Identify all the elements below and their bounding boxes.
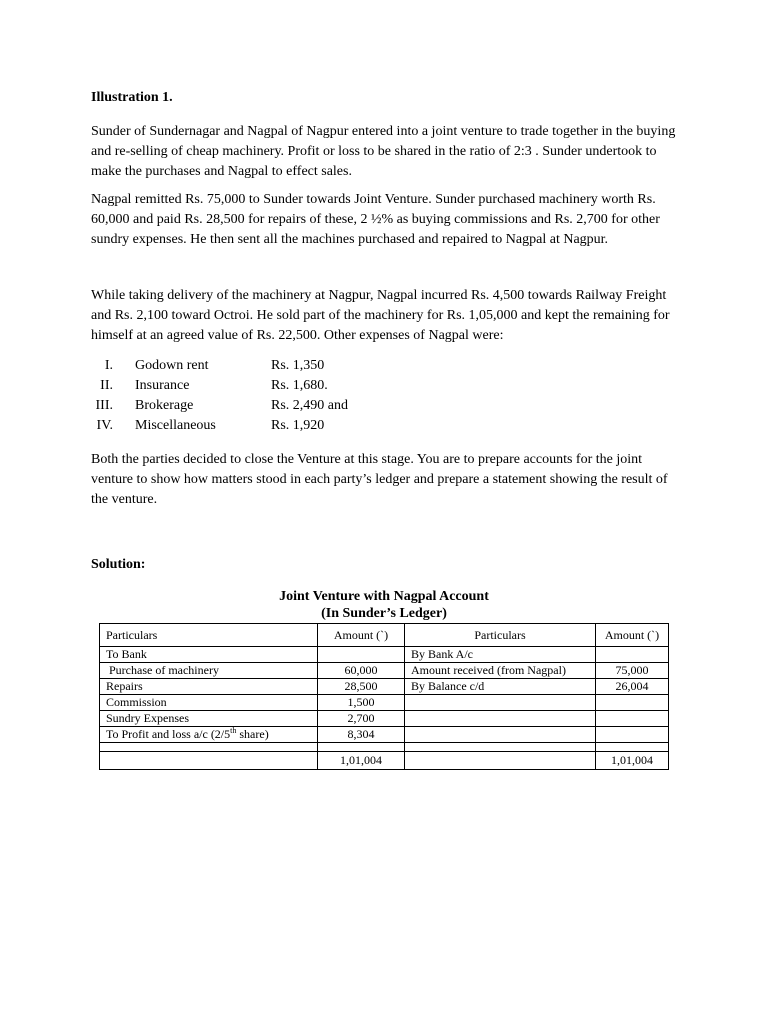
expense-list bbox=[91, 356, 491, 436]
expense-name: Godown rent bbox=[135, 358, 209, 373]
total-right: 1,01,004 bbox=[596, 752, 669, 770]
left-amount bbox=[318, 647, 405, 663]
spacer-cell bbox=[318, 743, 405, 752]
total-row bbox=[100, 752, 669, 770]
spacer-cell bbox=[596, 743, 669, 752]
account-title: Joint Venture with Nagpal Account bbox=[279, 589, 489, 604]
account-subtitle: (In Sunder’s Ledger) bbox=[321, 606, 447, 621]
header-particulars-right: Particulars bbox=[405, 624, 596, 647]
right-particular: By Bank A/c bbox=[405, 647, 596, 663]
right-particular bbox=[405, 695, 596, 711]
expense-number: III. bbox=[95, 398, 113, 413]
left-particular: Sundry Expenses bbox=[100, 711, 318, 727]
table-row bbox=[100, 695, 669, 711]
right-amount bbox=[596, 647, 669, 663]
total-label-left bbox=[100, 752, 318, 770]
total-label-right bbox=[405, 752, 596, 770]
pl-prefix: To Profit and loss a/c (2/5 bbox=[106, 727, 231, 741]
left-particular: Purchase of machinery bbox=[100, 663, 318, 679]
right-amount bbox=[596, 695, 669, 711]
left-amount: 1,500 bbox=[318, 695, 405, 711]
right-particular: By Balance c/d bbox=[405, 679, 596, 695]
right-amount: 26,004 bbox=[596, 679, 669, 695]
paragraph-remittance: Nagpal remitted Rs. 75,000 to Sunder towards Joint Venture. Sunder purchased machinery worth Rs. 60,000 and paid Rs. 28,500 for repairs of these, 2 ½% as buying commissions and Rs. 2,700 for other sundry expenses. He then sent all the machines purchased and repaired to Nagpal at Nagpur. bbox=[91, 192, 660, 247]
spacer-row bbox=[100, 743, 669, 752]
illustration-title: Illustration 1. bbox=[91, 90, 173, 105]
expense-row bbox=[91, 376, 491, 396]
expense-number: II. bbox=[100, 378, 113, 393]
expense-amount: Rs. 1,920 bbox=[271, 418, 325, 433]
expense-row bbox=[91, 396, 491, 416]
pl-superscript: th bbox=[230, 726, 237, 735]
paragraph-delivery: While taking delivery of the machinery at Nagpur, Nagpal incurred Rs. 4,500 towards Railway Freight and Rs. 2,100 toward Octroi. He sold part of the machinery for Rs. 1,05,000 and kept the remaining for himself at an agreed value of Rs. 22,500. Other expenses of Nagpal were: bbox=[91, 288, 670, 343]
spacer-cell bbox=[405, 743, 596, 752]
right-particular: Amount received (from Nagpal) bbox=[405, 663, 596, 679]
expense-name: Miscellaneous bbox=[135, 418, 216, 433]
expense-row bbox=[91, 356, 491, 376]
left-particular: Commission bbox=[100, 695, 318, 711]
expense-amount: Rs. 2,490 and bbox=[271, 398, 348, 413]
ledger-table bbox=[99, 623, 669, 770]
right-particular bbox=[405, 711, 596, 727]
table-row bbox=[100, 711, 669, 727]
header-amount-right: Amount (`) bbox=[596, 624, 669, 647]
expense-name: Brokerage bbox=[135, 398, 194, 413]
right-amount: 75,000 bbox=[596, 663, 669, 679]
expense-amount: Rs. 1,680. bbox=[271, 378, 328, 393]
expense-row bbox=[91, 416, 491, 436]
spacer-cell bbox=[100, 743, 318, 752]
table-row bbox=[100, 647, 669, 663]
total-left: 1,01,004 bbox=[318, 752, 405, 770]
ledger-header-row bbox=[100, 624, 669, 647]
expense-name: Insurance bbox=[135, 378, 190, 393]
left-amount: 2,700 bbox=[318, 711, 405, 727]
table-row bbox=[100, 663, 669, 679]
pl-suffix: share) bbox=[236, 727, 269, 741]
left-particular: Repairs bbox=[100, 679, 318, 695]
expense-amount: Rs. 1,350 bbox=[271, 358, 325, 373]
right-amount bbox=[596, 711, 669, 727]
expense-number: I. bbox=[104, 358, 113, 373]
right-particular bbox=[405, 727, 596, 743]
left-amount: 60,000 bbox=[318, 663, 405, 679]
paragraph-venture-intro: Sunder of Sundernagar and Nagpal of Nagpur entered into a joint venture to trade together in the buying and re-selling of cheap machinery. Profit or loss to be shared in the ratio of 2:3 . Sunder undertook to make the purchases and Nagpal to effect sales. bbox=[91, 124, 676, 179]
right-amount bbox=[596, 727, 669, 743]
left-amount: 28,500 bbox=[318, 679, 405, 695]
account-title-block bbox=[91, 588, 677, 622]
profit-loss-particular bbox=[100, 727, 318, 743]
solution-title: Solution: bbox=[91, 557, 146, 572]
profit-loss-amount: 8,304 bbox=[318, 727, 405, 743]
paragraph-close-venture: Both the parties decided to close the Venture at this stage. You are to prepare accounts for the joint venture to show how matters stood in each party’s ledger and prepare a statement showing the result of the venture. bbox=[91, 452, 668, 507]
header-amount-left: Amount (`) bbox=[318, 624, 405, 647]
header-particulars-left: Particulars bbox=[100, 624, 318, 647]
left-particular: To Bank bbox=[100, 647, 318, 663]
expense-number: IV. bbox=[96, 418, 113, 433]
table-row bbox=[100, 679, 669, 695]
table-row bbox=[100, 727, 669, 743]
